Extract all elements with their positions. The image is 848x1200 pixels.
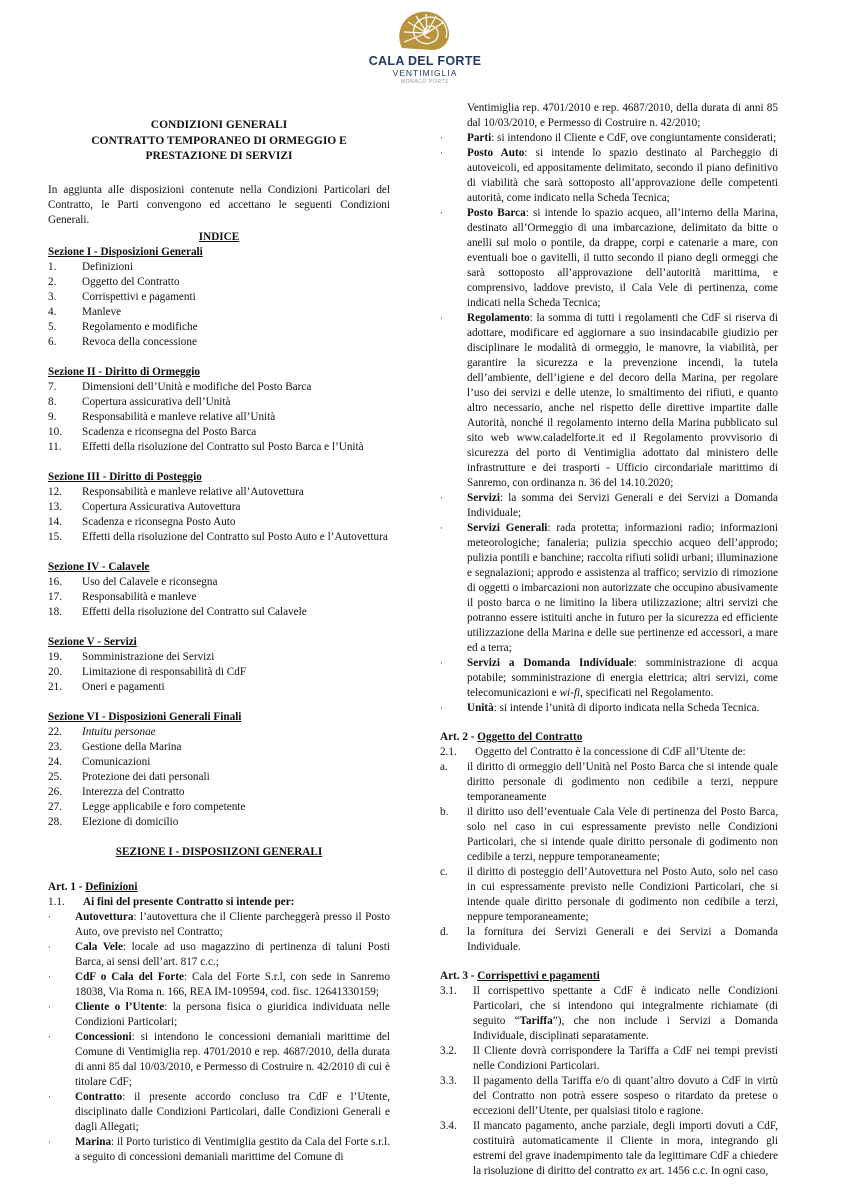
index-item-number: 15. — [48, 530, 62, 543]
left-column — [48, 110, 390, 1165]
definition-text: Concessioni: si intendono le concessioni demaniali marittime del Comune di Ventimiglia rep. 4701/2010 e rep. 4687/2010, della durata di anni 85 dal 10/03/2010, e Permesso di Costruire n. 42/2010 di cui è titolare CdF; — [75, 1030, 390, 1088]
definition-item — [48, 940, 390, 970]
definition-term: Regolamento — [467, 312, 530, 324]
index-list — [48, 725, 390, 830]
index-item — [48, 590, 390, 605]
index-item-number: 14. — [48, 515, 62, 528]
article-items — [440, 984, 778, 1179]
bold-term: Tariffa — [519, 1015, 553, 1027]
index-item-label: Limitazione di responsabilità di CdF — [82, 665, 247, 678]
article-item — [440, 865, 778, 925]
definition-text: Posto Barca: si intende lo spazio acqueo, all’interno della Marina, destinato all’Ormeggio di una imbarcazione, delimitato da bitte o anelli sul molo o pontile, da drappe, corpi e catenarie a mare, con eventuali boe o gavitelli, il tutto secondo il piano degli ormeggi che sarà sottoposto all’approvazione dell’autorità marittima, e comprensivo, laddove previsto, il Cala Vele di pertinenza, come indicati nella Scheda Tecnica; — [467, 207, 778, 309]
index-item-number: 9. — [48, 410, 57, 423]
definition-item — [440, 146, 778, 206]
definition-continued: Ventimiglia rep. 4701/2010 e rep. 4687/2010, della durata di anni 85 dal 10/03/2010, e Permesso di Costruire n. 42/2010; — [467, 102, 778, 129]
definition-term: Servizi — [467, 492, 500, 504]
index-item — [48, 605, 390, 620]
index-item-number: 8. — [48, 395, 57, 408]
title-line: CONDIZIONI GENERALI — [150, 119, 288, 131]
article-item — [440, 1044, 778, 1074]
index-list — [48, 650, 390, 695]
right-column — [440, 101, 778, 1179]
index-item-label: Uso del Calavele e riconsegna — [82, 575, 218, 588]
index-item — [48, 260, 390, 275]
bullet-icon: · — [440, 703, 443, 713]
definitions-list — [440, 131, 778, 716]
index-item-number: 27. — [48, 800, 62, 813]
index-item-label: Comunicazioni — [82, 755, 151, 768]
definition-item — [48, 1135, 390, 1165]
article-items — [440, 760, 778, 955]
item-number: 3.1. — [440, 985, 457, 997]
intro-paragraph: In aggiunta alle disposizioni contenute nella Condizioni Particolari del Contratto, le Parti convengono ed accettano le seguenti Condizioni Generali. — [48, 183, 390, 226]
index-item-label: Dimensioni dell’Unità e modifiche del Posto Barca — [82, 380, 312, 393]
article-heading: Art. 3 - Corrispettivi e pagamenti — [440, 970, 600, 982]
bullet-icon: · — [48, 1001, 51, 1012]
bullet-icon: · — [440, 493, 443, 503]
definition-text: Servizi: la somma dei Servizi Generali e dei Servizi a Domanda Individuale; — [467, 492, 778, 519]
definition-item — [440, 206, 778, 311]
item-text: Il Cliente dovrà corrispondere la Tariffa a CdF nei tempi previsti nelle Condizioni Particolari. — [473, 1045, 778, 1072]
bullet-icon: · — [48, 1031, 51, 1042]
bullet-icon: · — [48, 1091, 51, 1102]
definition-text: CdF o Cala del Forte: Cala del Forte S.r.l, con sede in Sanremo 18038, Via Roma n. 166, REA IM-109594, cod. fisc. 12641330159; — [75, 970, 390, 998]
item-letter: c. — [440, 866, 448, 878]
item-text: Il pagamento della Tariffa e/o di quant’altro dovuto a CdF in virtù del Contratto non potrà essere sospeso o ritardato da pretese o eccezioni dell’Utente, per qualsiasi titolo e ragione. — [473, 1075, 778, 1117]
definition-term: Unità — [467, 702, 494, 714]
bullet-icon: · — [48, 1136, 51, 1147]
index-item — [48, 815, 390, 830]
bullet-icon: · — [440, 148, 443, 158]
index-heading: INDICE — [198, 230, 240, 243]
index-item — [48, 440, 390, 455]
index-item-label: Somministrazione dei Servizi — [82, 650, 215, 663]
definition-text: Posto Auto: si intende lo spazio destinato al Parcheggio di autoveicoli, ed appositamente delimitato, secondo il piano definitivo di viabilità che sarà sottoposto all’approvazione delle competenti autorità, come indicato nella Scheda Tecnica; — [467, 147, 779, 204]
index-item — [48, 380, 390, 395]
index-item-label: Manleve — [82, 305, 122, 318]
definition-term: Posto Auto — [467, 147, 525, 159]
nautilus-shell-icon — [394, 8, 456, 54]
article-heading: Art. 2 - Oggetto del Contratto — [440, 731, 583, 743]
index-item-number: 17. — [48, 590, 62, 603]
title-line: CONTRATTO TEMPORANEO DI ORMEGGIO E — [91, 134, 347, 147]
item-number: 3.4. — [440, 1120, 457, 1132]
index-item-label: Definizioni — [82, 260, 133, 273]
index-item-label: Revoca della concessione — [82, 335, 197, 348]
index-item — [48, 515, 390, 530]
index-item-number: 19. — [48, 650, 62, 663]
bullet-icon: · — [48, 971, 51, 982]
bullet-icon: · — [440, 313, 443, 323]
index-item — [48, 650, 390, 665]
definition-text: Autovettura: l’autovettura che il Cliente parcheggerà presso il Posto Auto, ove previsto nel Contratto; — [75, 910, 390, 938]
definition-text: Contratto: il presente accordo concluso tra CdF e l’Utente, disciplinato dalle Condizioni Particolari, dalle Condizioni Generali e dagli Allegati; — [75, 1090, 390, 1133]
index-section-title: Sezione III - Diritto di Posteggio — [48, 470, 202, 483]
index-list — [48, 260, 390, 350]
index-item-label: Effetti della risoluzione del Contratto sul Posto Auto e l’Autovettura — [82, 530, 388, 543]
index-item-number: 1. — [48, 260, 57, 273]
index-item — [48, 320, 390, 335]
definition-item — [440, 131, 778, 146]
index-item-label: Responsabilità e manleve — [82, 590, 197, 603]
definition-term: Cala Vele — [75, 940, 123, 953]
definition-term: CdF o Cala del Forte — [75, 970, 184, 983]
index-item-number: 23. — [48, 740, 62, 753]
item-text: Il mancato pagamento, anche parziale, degli importi dovuti a CdF, costituirà automaticamente il Cliente in mora, integrando gli estremi del grave inadempimento tale da legittimare CdF a chiedere la risoluzione di diritto del contratto ex art. 1456 c.c. In ogni caso, — [473, 1120, 778, 1177]
definition-item — [48, 970, 390, 1000]
definition-item — [440, 656, 778, 701]
definition-item — [440, 491, 778, 521]
definition-item — [48, 1090, 390, 1135]
section-heading: SEZIONE I - DISPOSIIZONI GENERALI — [115, 845, 323, 858]
index-item-number: 10. — [48, 425, 62, 438]
definition-term: Cliente o l’Utente — [75, 1000, 165, 1013]
item-number: 3.3. — [440, 1075, 457, 1087]
index-item-number: 2. — [48, 275, 57, 288]
index-item — [48, 425, 390, 440]
index-section-title: Sezione II - Diritto di Ormeggio — [48, 365, 200, 378]
index-item-label: Scadenza e riconsegna Posto Auto — [82, 515, 236, 528]
logo-city-text: VENTIMIGLIA — [392, 68, 458, 78]
index-section-title: Sezione V - Servizi — [48, 635, 137, 648]
definition-term: Contratto — [75, 1090, 123, 1103]
index-item-label: Responsabilità e manleve relative all’Autovettura — [82, 485, 304, 498]
definition-term: Parti — [467, 132, 492, 144]
bullet-icon: · — [440, 208, 443, 218]
item-text: il diritto di ormeggio dell’Unità nel Posto Barca che si intende quale diritto personale di godimento non cedibile a terzi, neppure temporaneamente — [467, 761, 778, 803]
article-item — [440, 925, 778, 955]
index-item — [48, 800, 390, 815]
bullet-icon: · — [48, 911, 51, 922]
index-item — [48, 395, 390, 410]
index-item — [48, 500, 390, 515]
index-item-label: Gestione della Marina — [82, 740, 182, 753]
index-item-label: Interezza del Contratto — [82, 785, 185, 798]
index-item — [48, 725, 390, 740]
index-item — [48, 740, 390, 755]
index-item-number: 6. — [48, 335, 57, 348]
index-item-number: 16. — [48, 575, 62, 588]
item-text: la fornitura dei Servizi Generali e dei Servizi a Domanda Individuale. — [467, 926, 778, 953]
index-item — [48, 530, 390, 545]
index-section-title: Sezione IV - Calavele — [48, 560, 150, 573]
index-item-label: Effetti della risoluzione del Contratto sul Posto Barca e l’Unità — [82, 440, 364, 453]
definition-item — [48, 910, 390, 940]
italic-text: ex — [637, 1165, 647, 1177]
bullet-icon: · — [440, 133, 443, 143]
definition-term: Servizi a Domanda Individuale — [467, 657, 634, 669]
article-item — [440, 1074, 778, 1119]
table-of-contents — [48, 245, 390, 830]
index-item — [48, 575, 390, 590]
index-item — [48, 335, 390, 350]
index-section-title: Sezione I - Disposizioni Generali — [48, 245, 203, 258]
index-list — [48, 485, 390, 545]
definition-item — [440, 521, 778, 656]
item-text: Il corrispettivo spettante a CdF è indicato nelle Condizioni Particolari, che si intendono qui integralmente richiamate (di seguito “Tariffa”), che non include i Servizi a Domanda Individuale, disciplinati separatamente. — [473, 985, 778, 1042]
definition-term: Marina — [75, 1135, 112, 1148]
index-item-label: Corrispettivi e pagamenti — [82, 290, 196, 303]
article-heading: Art. 1 - Definizioni — [48, 880, 138, 893]
index-item-label: Scadenza e riconsegna del Posto Barca — [82, 425, 257, 438]
definition-text: Cala Vele: locale ad uso magazzino di pertinenza di taluni Posti Barca, ai sensi dell’art. 817 c.c.; — [75, 940, 390, 968]
index-item-number: 25. — [48, 770, 62, 783]
item-letter: d. — [440, 926, 449, 938]
index-item — [48, 770, 390, 785]
definition-text: Servizi Generali: rada protetta; informazioni radio; informazioni meteorologiche; fanaleria; pulizia specchio acqueo dell’approdo; pulizia pontili e banchine; raccolta rifiuti solidi urbani; illuminazione e segnalazioni; approdo e assistenza al traffico; servizio di rimozione di oggetti o imbarcazioni non autorizzate che occupino abusivamente il posto barca o ne limitino la libera utilizzazione; altri servizi che potranno essere istituiti anche in futuro per la sicurezza ed efficiente utilizzazione della Marina e delle sue pertinenze ed accessori, a mare ed a terra; — [467, 522, 778, 654]
definition-text: Marina: il Porto turistico di Ventimiglia gestito da Cala del Forte s.r.l. a seguito di concessioni demaniali marittime del Comune di — [75, 1135, 390, 1163]
index-item-label: Oneri e pagamenti — [82, 680, 165, 693]
index-list — [48, 575, 390, 620]
index-item-label: Copertura Assicurativa Autovettura — [82, 500, 241, 513]
article-subclause: 2.1. Oggetto del Contratto è la concessione di CdF all’Utente de: — [440, 746, 746, 758]
index-item-number: 22. — [48, 725, 62, 738]
index-item-label: Copertura assicurativa dell’Unità — [82, 395, 231, 408]
title-line: PRESTAZIONE DI SERVIZI — [145, 150, 293, 162]
index-item — [48, 680, 390, 695]
index-item-number: 4. — [48, 305, 57, 318]
index-item-number: 11. — [48, 440, 62, 453]
index-item — [48, 785, 390, 800]
definition-item — [440, 311, 778, 491]
index-item — [48, 290, 390, 305]
logo-sub-text: MONACO PORTS — [400, 79, 450, 85]
italic-text: wi-fi — [559, 687, 581, 699]
index-item — [48, 665, 390, 680]
definition-text: Cliente o l’Utente: la persona fisica o giuridica individuata nelle Condizioni Particolari; — [75, 1000, 390, 1028]
company-logo — [360, 8, 490, 86]
item-letter: b. — [440, 806, 449, 818]
index-section-title: Sezione VI - Disposizioni Generali Finali — [48, 710, 242, 723]
index-item-number: 3. — [48, 290, 57, 303]
index-item — [48, 305, 390, 320]
index-item-number: 20. — [48, 665, 62, 678]
definition-text: Unità: si intende l’unità di diporto indicata nella Scheda Tecnica. — [467, 702, 760, 714]
index-item-label: Legge applicabile e foro competente — [82, 800, 246, 813]
item-text: il diritto di posteggio dell’Autovettura nel Posto Auto, solo nel caso in cui espressamente previsto nelle Condizioni Particolari, che si intende quale diritto personale di godimento non cedibile a terzi, neppure temporaneamente; — [467, 866, 778, 923]
index-item-label: Intuitu personae — [82, 725, 156, 738]
index-list — [48, 380, 390, 455]
item-text: il diritto uso dell’eventuale Cala Vele di pertinenza del Posto Barca, solo nel caso in cui espressamente previsto nelle Condizioni Particolari, che si intende quale diritto personale di godimento non cedibile a terzi, neppure temporaneamente; — [467, 806, 778, 863]
index-item — [48, 410, 390, 425]
bullet-icon: · — [440, 658, 443, 668]
index-item-label: Regolamento e modifiche — [82, 320, 198, 333]
bullet-icon: · — [48, 941, 51, 952]
article-item — [440, 1119, 778, 1179]
index-item-number: 12. — [48, 485, 62, 498]
definition-text: Parti: si intendono il Cliente e CdF, ove congiuntamente considerati; — [467, 132, 777, 144]
definition-text: Regolamento: la somma di tutti i regolamenti che CdF si riserva di adottare, modificare ed aggiornare a suo insindacabile giudizio per disciplinare le modalità di ormeggio, le manovre, la viabilità, per garantire la sicurezza e la prevenzione incendi, la tutela dell’ambiente, dell’igiene e del decoro della Marina, per regolare l’uso dei servizi e delle utenze, lo smaltimento dei rifiuti, e quanto altro necessario, anche nel rispetto delle direttive impartite dalle Autorità, nonché il regolamento interno della Marina pubblicato sul sito web www.caladelforte.it ed il Regolamento provvisorio di sicurezza del porto di Ventimiglia adottato dal ministero delle infrastrutture e dei trasporti - Ufficio circondariale marittimo di Sanremo, con ordinanza n. 36 del 14.10.2020; — [467, 312, 778, 489]
index-item-number: 7. — [48, 380, 57, 393]
index-item-label: Oggetto del Contratto — [82, 275, 180, 288]
index-item-number: 21. — [48, 680, 62, 693]
definitions-list — [48, 910, 390, 1165]
definition-item — [48, 1000, 390, 1030]
index-item — [48, 275, 390, 290]
article-subclause: 1.1. Ai fini del presente Contratto si intende per: — [48, 895, 295, 908]
logo-brand-text: CALA DEL FORTE — [368, 54, 482, 68]
definition-term: Servizi Generali — [467, 522, 548, 534]
index-item-number: 26. — [48, 785, 62, 798]
item-number: 3.2. — [440, 1045, 457, 1057]
document-title — [48, 118, 390, 165]
definition-term: Autovettura — [75, 910, 134, 923]
definition-item — [48, 1030, 390, 1090]
index-item-label: Effetti della risoluzione del Contratto sul Calavele — [82, 605, 307, 618]
index-item — [48, 485, 390, 500]
index-item-number: 13. — [48, 500, 62, 513]
index-item-label: Elezione di domicilio — [82, 815, 179, 828]
index-item-label: Protezione dei dati personali — [82, 770, 210, 783]
definition-text: Servizi a Domanda Individuale: somministrazione di acqua potabile; somministrazione di energia elettrica; altri servizi, come telecomunicazioni e wi-fi, specificati nel Regolamento. — [467, 657, 778, 699]
index-item-number: 28. — [48, 815, 62, 828]
definition-term: Concessioni — [75, 1030, 132, 1043]
article-item — [440, 805, 778, 865]
article-item — [440, 984, 778, 1044]
index-item — [48, 755, 390, 770]
index-item-label: Responsabilità e manleve relative all’Unità — [82, 410, 276, 423]
item-letter: a. — [440, 761, 448, 773]
bullet-icon: · — [440, 523, 443, 533]
definition-term: Posto Barca — [467, 207, 526, 219]
article-item — [440, 760, 778, 805]
index-item-number: 18. — [48, 605, 62, 618]
definition-item — [440, 701, 778, 716]
index-item-number: 5. — [48, 320, 57, 333]
index-item-number: 24. — [48, 755, 62, 768]
